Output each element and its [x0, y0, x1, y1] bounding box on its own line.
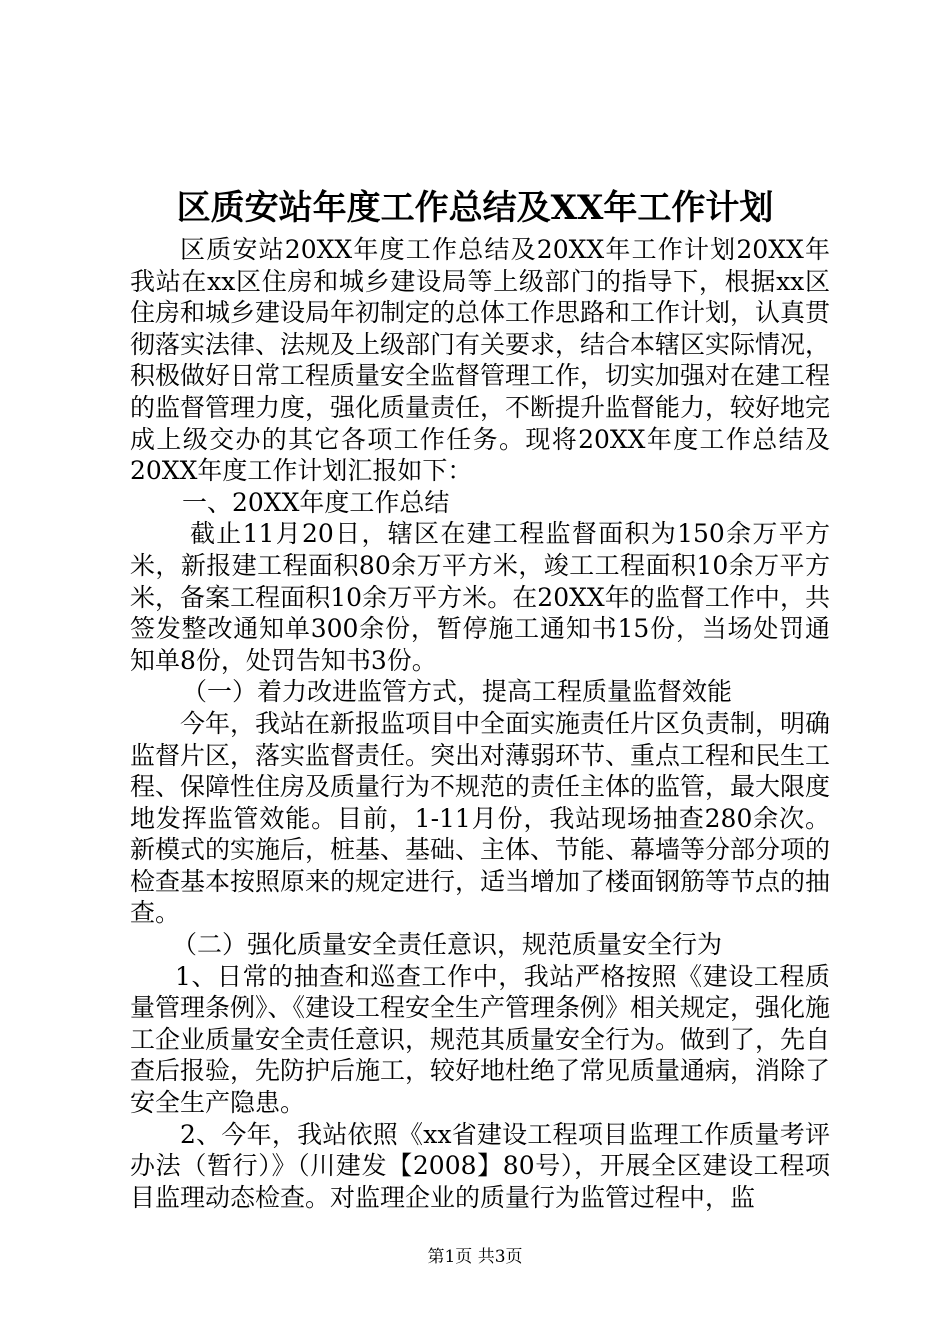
paragraph-item-2: 2、今年，我站依照《xx省建设工程项目监理工作质量考评办法（暂行）》（川建发【2008】80号），开展全区建设工程项目监理动态检查。对监理企业的质量行为监管过程中，监 [130, 1119, 830, 1212]
paragraph-statistics: 截止11月20日，辖区在建工程监督面积为150余万平方米，新报建工程面积80余万平方米，竣工工程面积10余万平方米，备案工程面积10余万平方米。在20XX年的监督工作中，共签发整改通知单300余份，暂停施工通知书15份，当场处罚通知单8份，处罚告知书3份。 [130, 519, 830, 675]
section-heading-summary: 一、20XX年度工作总结 [182, 487, 450, 517]
subsection-heading-1: （一）着力改进监管方式，提高工程质量监督效能 [182, 677, 733, 707]
paragraph-supervision-mode: 今年，我站在新报监项目中全面实施责任片区负责制，明确监督片区，落实监督责任。突出对薄弱环节、重点工程和民生工程、保障性住房及质量行为不规范的责任主体的监管，最大限度地发挥监管效能。目前，1-11月份，我站现场抽查280余次。新模式的实施后，桩基、基础、主体、节能、幕墙等分部分项的检查基本按照原来的规定进行，适当增加了楼面钢筋等节点的抽查。 [130, 708, 831, 928]
paragraph-intro: 区质安站20XX年度工作总结及20XX年工作计划20XX年我站在xx区住房和城乡建设局等上级部门的指导下，根据xx区住房和城乡建设局年初制定的总体工作思路和工作计划，认真贯彻落实法律、法规及上级部门有关要求，结合本辖区实际情况，积极做好日常工程质量安全监督管理工作，切实加强对在建工程的监督管理力度，强化质量责任，不断提升监督能力，较好地完成上级交办的其它各项工作任务。现将20XX年度工作总结及20XX年度工作计划汇报如下： [130, 235, 831, 486]
paragraph-item-1: 1、日常的抽查和巡查工作中，我站严格按照《建设工程质量管理条例》、《建设工程安全生产管理条例》相关规定，强化施工企业质量安全责任意识，规范其质量安全行为。做到了，先自查后报验，先防护后施工，较好地杜绝了常见质量通病，消除了安全生产隐患。 [130, 961, 831, 1118]
document-body [130, 234, 830, 1213]
document-title: 区质安站年度工作总结及XX年工作计划 [176, 188, 774, 228]
page-number: 第1页 共3页 [427, 1247, 523, 1267]
subsection-heading-2: （二）强化质量安全责任意识，规范质量安全行为 [172, 930, 723, 960]
